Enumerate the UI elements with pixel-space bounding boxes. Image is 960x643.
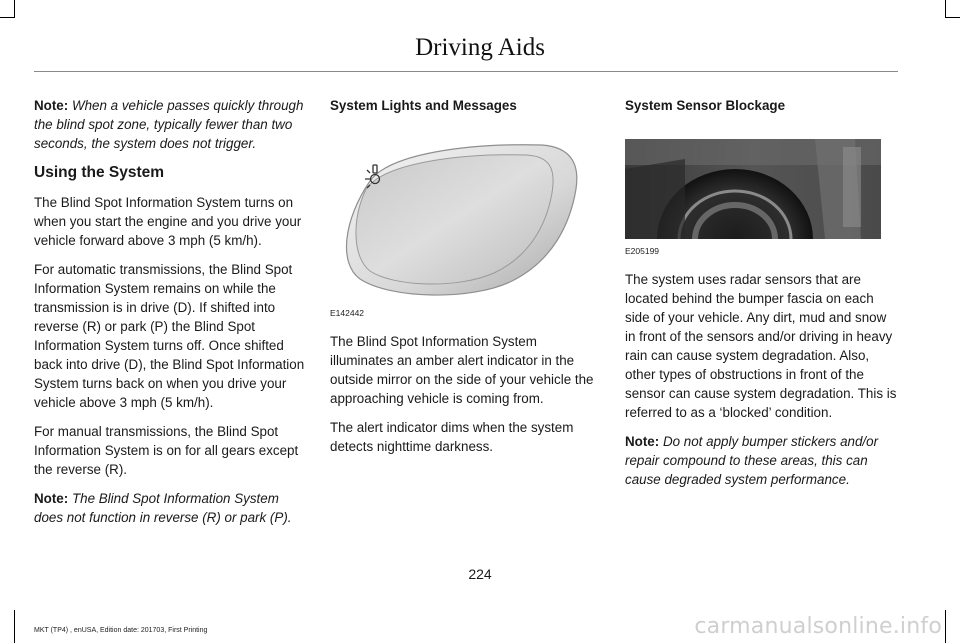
note-text: The Blind Spot Information System does not function in reverse (R) or park (P).	[34, 491, 292, 525]
header-rule	[34, 71, 898, 72]
body-paragraph: The system uses radar sensors that are located behind the bumper fascia on each side of your vehicle. Any dirt, mud and snow in front of the sensors and/or driving in heavy rain can cause system degradation. Also, other types of obstructions in front of the sensor can cause system degradation. This is referred to as a ‘blocked’ condition.	[625, 272, 897, 420]
note-label: Note:	[34, 491, 69, 506]
body-paragraph: The Blind Spot Information System turns on when you start the engine and you drive your vehicle forward above 3 mph (5 km/h).	[34, 195, 302, 248]
crop-mark	[945, 0, 946, 18]
page-title: Driving Aids	[415, 34, 545, 61]
note-label: Note:	[625, 434, 660, 449]
body-paragraph: For manual transmissions, the Blind Spot Information System is on for all gears except the reverse (R).	[34, 424, 299, 477]
note-paragraph	[34, 489, 306, 527]
figure-code: E205199	[625, 246, 660, 256]
note-paragraph	[625, 432, 897, 489]
body-paragraph: The Blind Spot Information System illuminates an amber alert indicator in the outside mirror on the side of your vehicle the approaching vehicle is coming from.	[330, 334, 594, 406]
crop-mark	[0, 17, 14, 18]
body-paragraph: The alert indicator dims when the system detects nighttime darkness.	[330, 420, 574, 454]
right-column	[625, 96, 897, 499]
watermark: carmanualsonline.info	[694, 614, 942, 639]
note-text: Do not apply bumper stickers and/or repair compound to these areas, this can cause degraded system performance.	[625, 434, 879, 487]
figure-code: E142442	[330, 308, 365, 318]
bumper-figure	[625, 139, 897, 256]
body-paragraph: For automatic transmissions, the Blind Spot Information System remains on while the transmission is in drive (D). If shifted into reverse (R) or park (P) the Blind Spot Information System turns off. Once shifted back into drive (D), the Blind Spot Information System turns back on when you drive your vehicle above 3 mph (5 km/h).	[34, 262, 305, 410]
note-paragraph	[34, 96, 306, 153]
left-column	[34, 96, 306, 537]
note-text: When a vehicle passes quickly through the blind spot zone, typically fewer than two seconds, the system does not trigger.	[34, 98, 304, 151]
section-heading: Using the System	[34, 164, 165, 181]
section-heading: System Lights and Messages	[330, 98, 517, 113]
page-number: 224	[468, 566, 492, 582]
crop-mark	[945, 610, 946, 643]
mirror-illustration	[330, 129, 602, 301]
middle-column	[330, 96, 602, 466]
note-label: Note:	[34, 98, 69, 113]
bumper-photo	[625, 139, 881, 239]
crop-mark	[946, 17, 960, 18]
section-heading: System Sensor Blockage	[625, 98, 786, 113]
crop-mark	[14, 610, 15, 643]
crop-mark	[14, 0, 15, 18]
mirror-figure	[330, 129, 602, 318]
footer-text: MKT (TP4) , enUSA, Edition date: 201703, First Printing	[34, 627, 208, 634]
